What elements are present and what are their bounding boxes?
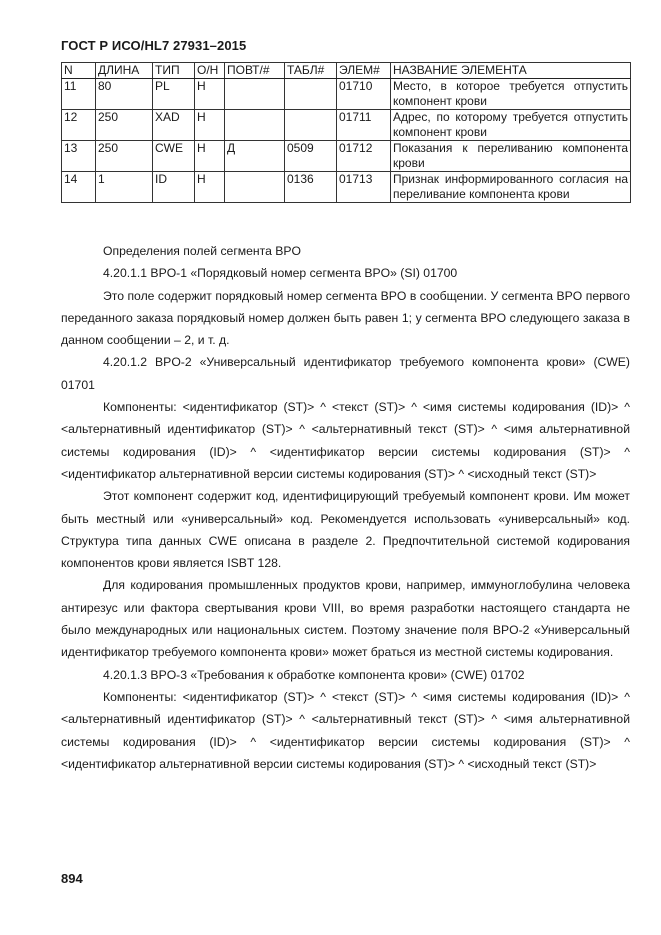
subsection-heading: 4.20.1.3 BPO-3 «Требования к обработке компонента крови» (CWE) 01702	[103, 667, 525, 682]
paragraph: Для кодирования промышленных продуктов крови, например, иммуноглобулина человека антирезус или фактора свертывания крови VIII, во время разработки настоящего стандарта не было международных или национальных систем. Поэтому значение поля BPO-2 «Универсальный идентификатор требуемого компонента крови» может браться из местной системы кодирования.	[61, 578, 630, 660]
cell-element: 01710	[337, 79, 391, 110]
cell-optionality: Н	[195, 172, 225, 203]
cell-type: CWE	[153, 141, 195, 172]
cell-optionality: Н	[195, 79, 225, 110]
column-header: О/Н	[195, 63, 225, 79]
cell-type: XAD	[153, 110, 195, 141]
column-header: N	[62, 63, 96, 79]
cell-length: 250	[96, 141, 153, 172]
table-row	[62, 110, 631, 141]
table-row	[62, 172, 631, 203]
table-row	[62, 141, 631, 172]
page-number: 894	[61, 871, 83, 886]
document-body	[61, 240, 630, 775]
cell-element: 01713	[337, 172, 391, 203]
cell-element-name: Адрес, по которому требуется отпустить компонент крови	[391, 110, 631, 141]
cell-element: 01712	[337, 141, 391, 172]
subsection-heading: 4.20.1.1 BPO-1 «Порядковый номер сегмента BPO» (SI) 01700	[103, 266, 458, 281]
cell-repeat	[225, 110, 285, 141]
subsection-heading: 4.20.1.2 BPO-2 «Универсальный идентификатор требуемого компонента крови» (CWE) 01701	[61, 355, 630, 392]
cell-optionality: Н	[195, 110, 225, 141]
cell-length: 250	[96, 110, 153, 141]
cell-table	[285, 79, 337, 110]
cell-element-name: Признак информированного согласия на переливание компонента крови	[391, 172, 631, 203]
cell-n: 11	[62, 79, 96, 110]
cell-element: 01711	[337, 110, 391, 141]
column-header: ЭЛЕМ#	[337, 63, 391, 79]
cell-n: 13	[62, 141, 96, 172]
cell-length: 80	[96, 79, 153, 110]
cell-length: 1	[96, 172, 153, 203]
section-caption: Определения полей сегмента BPO	[103, 244, 302, 258]
column-header: ТИП	[153, 63, 195, 79]
cell-type: PL	[153, 79, 195, 110]
cell-n: 12	[62, 110, 96, 141]
paragraph: Этот компонент содержит код, идентифицирующий требуемый компонент крови. Им может быть местный или «универсальный» код. Рекомендуется использовать «универсальный» код. Структура типа данных CWE описана в разделе 2. Предпочтительной системой кодирования компонентов крови является ISBT 128.	[61, 489, 630, 571]
segment-table	[61, 62, 631, 203]
cell-repeat	[225, 172, 285, 203]
paragraph: Это поле содержит порядковый номер сегмента BPO в сообщении. У сегмента BPO первого переданного заказа порядковый номер должен быть равен 1; у сегмента BPO следующего заказа в данном сообщении – 2, и т. д.	[61, 288, 630, 348]
column-header: ДЛИНА	[96, 63, 153, 79]
paragraph: Компоненты: <идентификатор (ST)> ^ <текст (ST)> ^ <имя системы кодирования (ID)> ^ <альтернативный идентификатор (ST)> ^ <альтернативный текст (ST)> ^ <имя альтернативной системы кодирования (ID)> ^ <идентификатор версии системы кодирования (ST)> ^ <идентификатор альтернативной версии системы кодирования (ST)> ^ <исходный текст (ST)>	[61, 689, 630, 771]
cell-table: 0509	[285, 141, 337, 172]
cell-n: 14	[62, 172, 96, 203]
table-header-row	[62, 63, 631, 79]
cell-repeat: Д	[225, 141, 285, 172]
cell-repeat	[225, 79, 285, 110]
cell-optionality: Н	[195, 141, 225, 172]
column-header: ПОВТ/#	[225, 63, 285, 79]
cell-element-name: Место, в которое требуется отпустить компонент крови	[391, 79, 631, 110]
cell-type: ID	[153, 172, 195, 203]
paragraph: Компоненты: <идентификатор (ST)> ^ <текст (ST)> ^ <имя системы кодирования (ID)> ^ <альтернативный идентификатор (ST)> ^ <альтернативный текст (ST)> ^ <имя альтернативной системы кодирования (ID)> ^ <идентификатор версии системы кодирования (ST)> ^ <идентификатор альтернативной версии системы кодирования (ST)> ^ <исходный текст (ST)>	[61, 400, 630, 481]
column-header: НАЗВАНИЕ ЭЛЕМЕНТА	[391, 63, 631, 79]
table-row	[62, 79, 631, 110]
column-header: ТАБЛ#	[285, 63, 337, 79]
cell-element-name: Показания к переливанию компонента крови	[391, 141, 631, 172]
cell-table	[285, 110, 337, 141]
cell-table: 0136	[285, 172, 337, 203]
document-header: ГОСТ Р ИСО/HL7 27931–2015	[61, 38, 247, 53]
